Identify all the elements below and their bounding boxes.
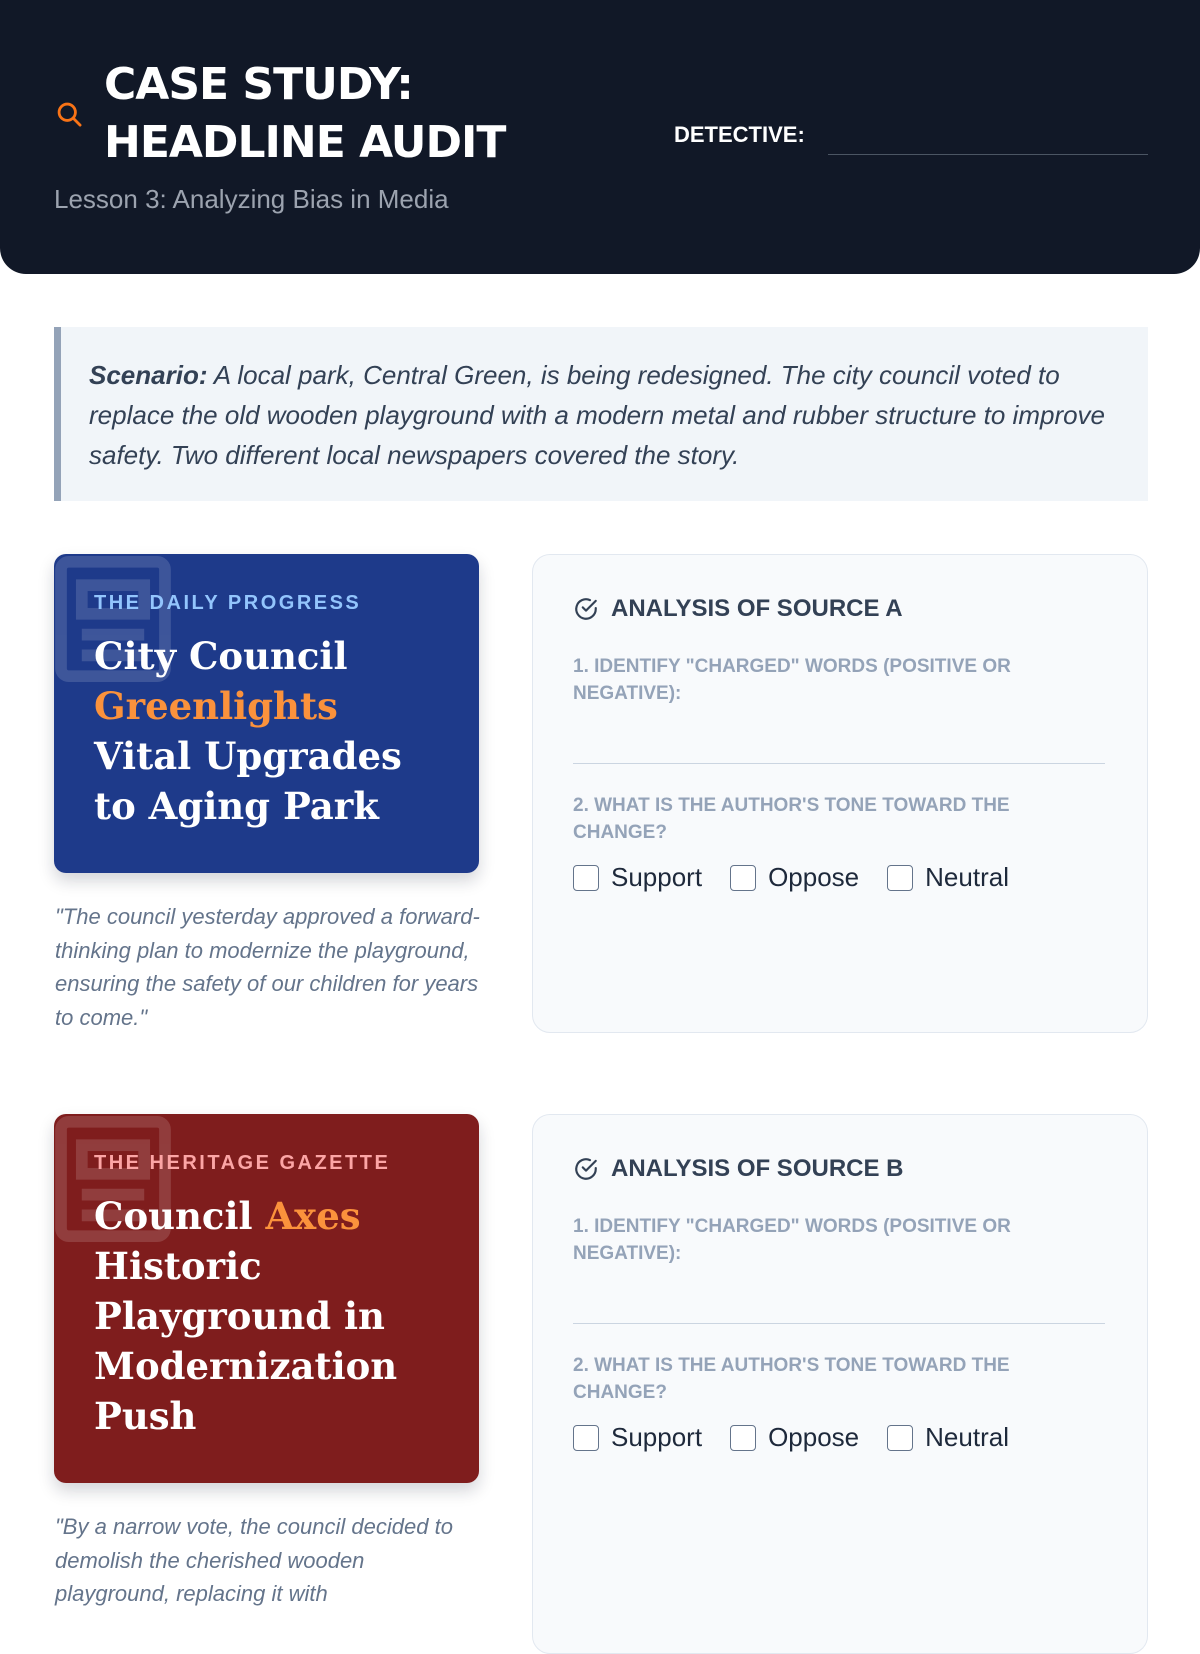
oppose-checkbox[interactable] [730, 865, 756, 891]
headline-text: Historic Playground in Modernization Push [94, 1244, 398, 1438]
search-icon [55, 100, 83, 128]
analysis-panel-b [532, 1114, 1148, 1654]
source-b-excerpt: "By a narrow vote, the council decided to demolish the cherished wooden playground, replacing it with [55, 1514, 453, 1606]
analysis-b-title [573, 1155, 1107, 1183]
source-a-headline [94, 631, 441, 831]
source-a-excerpt: "The council yesterday approved a forward-thinking plan to modernize the playground, ensuring the safety of our children for years to come." [55, 904, 480, 1030]
source-b-headline [94, 1191, 441, 1441]
detective-name-field[interactable] [828, 154, 1148, 155]
charged-word: Axes [265, 1194, 361, 1238]
worksheet-header [0, 0, 1200, 274]
scenario-label: Scenario: [89, 360, 208, 390]
charged-word: Greenlights [94, 684, 338, 728]
charged-words-answer-field[interactable] [573, 763, 1105, 764]
option-label: Support [611, 862, 703, 892]
support-checkbox[interactable] [573, 1425, 599, 1451]
detective-label: DETECTIVE: [674, 122, 805, 147]
headline-text: Vital Upgrades to Aging Park [94, 734, 402, 828]
title-line-1: CASE STUDY: [104, 59, 413, 110]
check-circle-icon [573, 596, 599, 622]
tone-options [573, 862, 1107, 893]
option-label: Oppose [768, 1422, 860, 1452]
tone-option-neutral[interactable] [887, 862, 1009, 893]
analysis-a-title-text: ANALYSIS OF SOURCE A [611, 595, 903, 622]
analysis-panel-a [532, 554, 1148, 1033]
title-line-2: HEADLINE AUDIT [104, 117, 506, 168]
question-charged-words: 1. IDENTIFY "CHARGED" WORDS (POSITIVE OR NEGATIVE): [573, 1216, 1011, 1264]
tone-option-support[interactable] [573, 1422, 702, 1453]
tone-option-support[interactable] [573, 862, 702, 893]
question-charged-words: 1. IDENTIFY "CHARGED" WORDS (POSITIVE OR NEGATIVE): [573, 656, 1011, 704]
question-tone: 2. WHAT IS THE AUTHOR'S TONE TOWARD THE CHANGE? [573, 1355, 1010, 1403]
headline-text: Council [94, 1194, 266, 1238]
lesson-subtitle: Lesson 3: Analyzing Bias in Media [54, 184, 449, 214]
check-circle-icon [573, 1156, 599, 1182]
option-label: Neutral [925, 1422, 1009, 1452]
analysis-b-title-text: ANALYSIS OF SOURCE B [611, 1155, 904, 1182]
neutral-checkbox[interactable] [887, 1425, 913, 1451]
option-label: Support [611, 1422, 703, 1452]
scenario-box [54, 327, 1148, 501]
option-label: Neutral [925, 862, 1009, 892]
analysis-a-title [573, 595, 1107, 623]
tone-option-neutral[interactable] [887, 1422, 1009, 1453]
page-title [104, 56, 624, 172]
oppose-checkbox[interactable] [730, 1425, 756, 1451]
source-a-publication: THE DAILY PROGRESS [94, 592, 362, 614]
source-b-publication: THE HERITAGE GAZETTE [94, 1152, 391, 1174]
scenario-text: A local park, Central Green, is being redesigned. The city council voted to replace the old wooden playground with a modern metal and rubber structure to improve safety. Two different local newspapers covered the story. [89, 360, 1106, 470]
tone-option-oppose[interactable] [730, 862, 859, 893]
charged-words-answer-field[interactable] [573, 1323, 1105, 1324]
headline-text: City Council [94, 634, 348, 678]
tone-option-oppose[interactable] [730, 1422, 859, 1453]
tone-options [573, 1422, 1107, 1453]
support-checkbox[interactable] [573, 865, 599, 891]
option-label: Oppose [768, 862, 860, 892]
neutral-checkbox[interactable] [887, 865, 913, 891]
source-b-headline-card [54, 1114, 479, 1483]
question-tone: 2. WHAT IS THE AUTHOR'S TONE TOWARD THE CHANGE? [573, 795, 1010, 843]
source-a-headline-card [54, 554, 479, 873]
